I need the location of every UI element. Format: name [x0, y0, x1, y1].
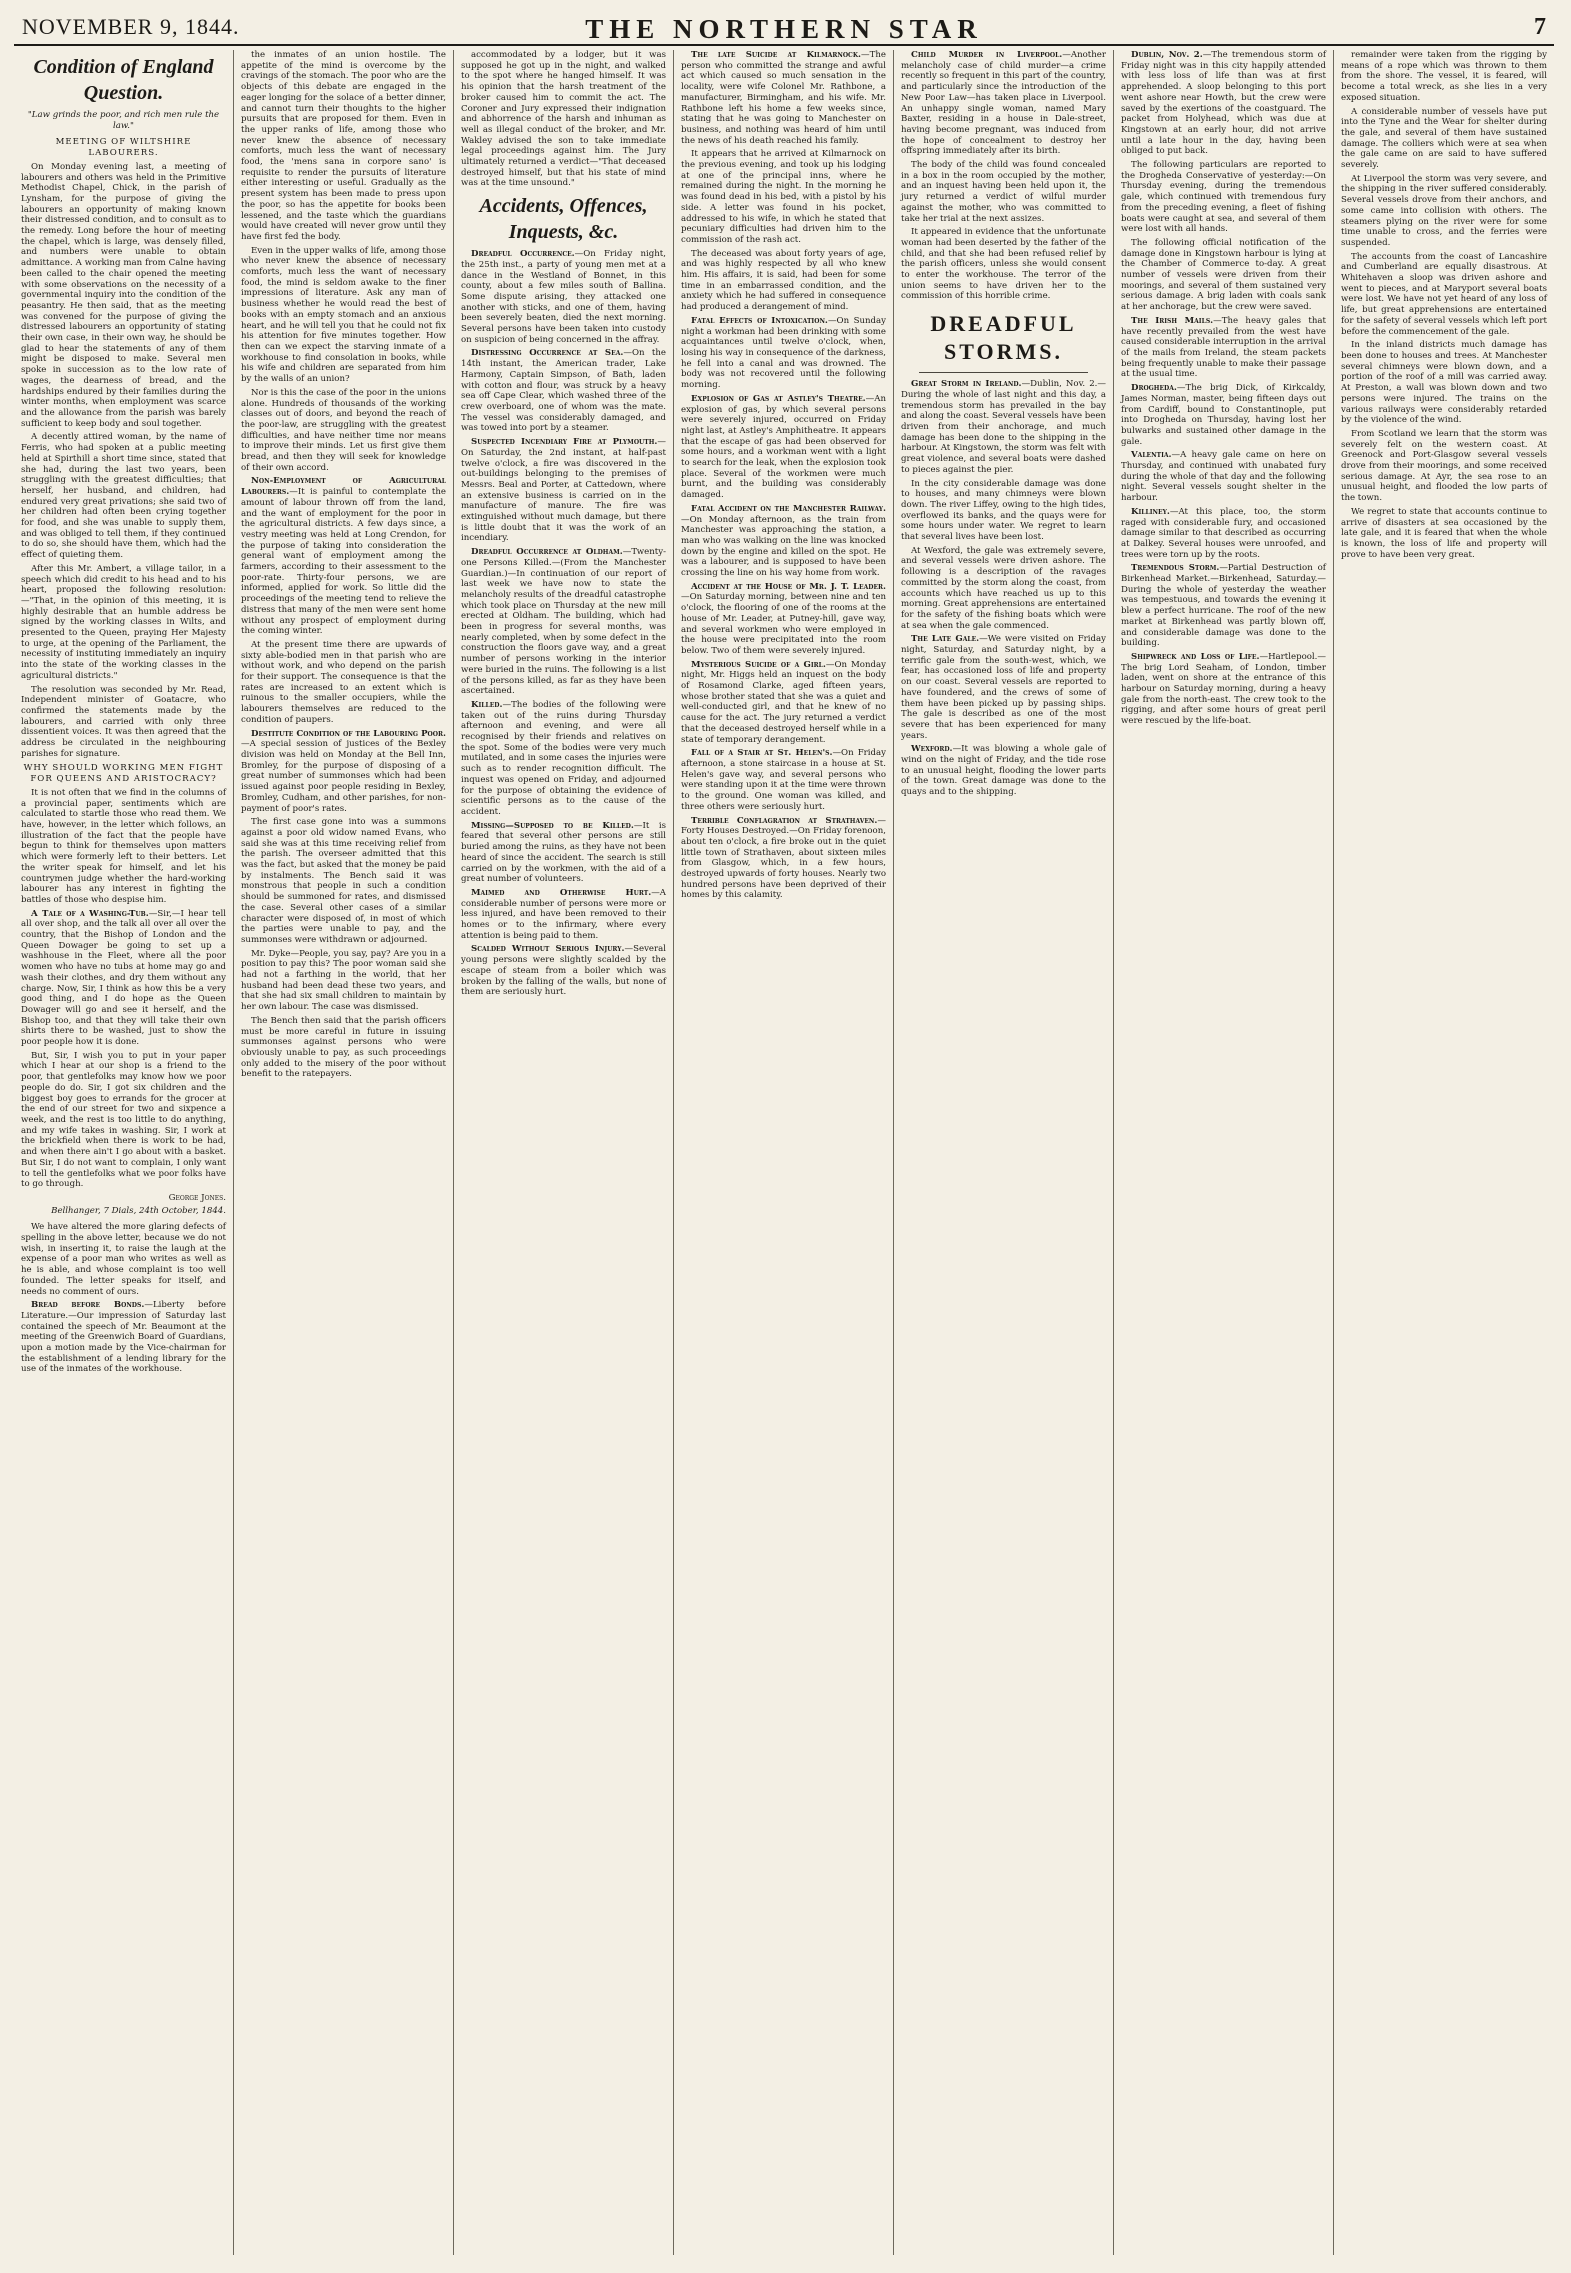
- section-heading: DREADFUL STORMS.: [930, 311, 1077, 365]
- article-paragraph: [901, 227, 1106, 302]
- paragraph-text: We regret to state that accounts continue to arrive of disasters at sea occasioned by the late gale, and it is feared that when the whole is known, the loss of life and property will prove to have been very great.: [1341, 506, 1547, 560]
- article-paragraph: [681, 316, 886, 391]
- article-paragraph: [241, 729, 446, 815]
- column-5: [894, 50, 1114, 2255]
- article-paragraph: [901, 160, 1106, 224]
- paragraph-text: —It was blowing a whole gale of wind on the night of Friday, and the tide rose to an unusual height, flooding the lower parts of the town. Great damage was done to the quays and to the shipping.: [901, 744, 1106, 798]
- paragraph-text: —A special session of justices of the Bexley division was held on Monday at the Bell Inn, Bromley, for the purpose of disposing of a great number of summonses which had been issued against poor people residing in Bexley, Bromley, Cudham, and other parishes, for non-payment of poor's rates.: [241, 739, 446, 814]
- article-paragraph: [901, 379, 1106, 475]
- article-paragraph: [1341, 174, 1547, 249]
- paragraph-text: The following particulars are reported to the Drogheda Conservative of yesterday:—On Thursday evening, during the tremendous gale, which continued with tremendous fury from the preceding evening, a fleet of fishing boats were caught at sea, and several of them were lost with all hands.: [1121, 160, 1326, 235]
- article-paragraph: [681, 50, 886, 146]
- paragraph-text: But, Sir, I wish you to put in your paper which I hear at our shop is a friend to the poor, that gentlefolks may know how we poor people do do. Sir, I got six children and the biggest boy goes to errands for the grocer at the end of our street for two and sixpence a week, and the rest is too little to do anything, and my wife takes in washing. Sir, I work at the brickfield when there is work to be had, and when there ain't I go about with a basket. But Sir, I do not want to complain, I only want to tell the gentlefolks what we poor folks have to go through.: [21, 1050, 226, 1190]
- paragraph-lead: Shipwreck and Loss of Life.: [1131, 651, 1260, 662]
- article-paragraph: [241, 640, 446, 726]
- paragraph-text: Even in the upper walks of life, among those who never knew the absence of necessary comforts, much less the want of necessary food, the mind is seldom awake to the finer impressions of literature. Ask any man of business whether he would read the best of books with an empty stomach and an anxious heart, and he will tell you that he could not fix his attention for five minutes together. How then can we expect the starving inmate of a workhouse to find consolation in books, while his wife and children are separated from him by the walls of an union?: [241, 245, 446, 385]
- letter-dateline: Bellhanger, 7 Dials, 24th October, 1844.: [51, 1205, 226, 1216]
- paragraph-lead: Bread before Bonds.: [31, 1300, 145, 1311]
- paragraph-lead: Dreadful Occurrence at Oldham.: [471, 547, 623, 558]
- article-paragraph: [1121, 563, 1326, 649]
- paragraph-text: —A heavy gale came on here on Thursday, and continued with unabated fury during the whole of that day and the following night. Several vessels sought shelter in the harbour.: [1121, 450, 1326, 504]
- paragraph-lead: The Late Gale.: [911, 634, 980, 645]
- paragraph-text: Nor is this the case of the poor in the unions alone. Hundreds of thousands of the working classes out of doors, and beyond the reach of the poor-law, are struggling with the greatest difficulties, and have neither time nor means to improve their minds. Let us first give them bread, and then they will seek for knowledge of their own accord.: [241, 387, 446, 473]
- paragraph-text: In the city considerable damage was done to houses, and many chimneys were blown down. The river Liffey, owing to the high tides, overflowed its banks, and the quays were for some hours under water. We regret to learn that several lives have been lost.: [901, 478, 1106, 543]
- paragraph-lead: The late Suicide at Kilmarnock.: [691, 50, 862, 60]
- column-7: [1334, 50, 1554, 2255]
- article-paragraph: [21, 1300, 226, 1375]
- paragraph-text: —The brig Dick, of Kirkcaldy, James Norman, master, being fifteen days out from Cardiff, bound to Constantinople, put into Drogheda on Thursday, having lost her bulwarks and sustained other damage in the gale.: [1121, 383, 1326, 447]
- paragraph-lead: Terrible Conflagration at Strathaven.: [691, 815, 878, 826]
- paragraph-text: It appears that he arrived at Kilmarnock on the previous evening, and took up his lodging at one of the principal inns, where he remained during the night. In the morning he was found dead in his bed, with a pistol by his side. A letter was found in his pocket, addressed to his wife, in which he stated that pecuniary difficulties had driven him to the commission of the rash act.: [681, 149, 886, 245]
- article-paragraph: [21, 788, 226, 906]
- paragraph-lead: Killed.: [471, 699, 503, 710]
- article-paragraph: [681, 504, 886, 579]
- paragraph-text: remainder were taken from the rigging by means of a rope which was thrown to them from the shore. The vessel, it is feared, will become a total wreck, as she lies in a very exposed situation.: [1341, 50, 1547, 103]
- paragraph-lead: Drogheda.: [1131, 383, 1177, 394]
- paragraph-text: On Monday evening last, a meeting of labourers and others was held in the Primitive Methodist Chapel, Chick, in the parish of Lynsham, for the purpose of giving the labourers an opportunity of making known their distressed condition, and to consult as to the remedy. Long before the hour of meeting the chapel, which is large, was densely filled, and numbers were unable to obtain admittance. A working man from Calne having been called to the chair opened the meeting with some observations on the necessity of a governmental inquiry into the condition of the peasantry. He then said, that as the meeting was convened for the purpose of giving the distressed labourers an opportunity of stating their own case, in their own way, he should be glad to hear the statements of any of them might be disposed to make. Several men spoke in succession as to the low rate of wages, the dearness of bread, and the hardships endured by their families during the winter months, when employment was scarce and the allowance from the parish was barely sufficient to keep body and soul together.: [21, 161, 226, 429]
- article-paragraph: [681, 582, 886, 657]
- paragraph-text: A decently attired woman, by the name of Ferris, who had spoken at a public meeting held at Spirthill a short time since, stated that she had, during the last two years, been struggling with the greatest difficulties; that herself, her husband, and children, had endured very great privations; she said two of her children had often been crying together for food, and she was unable to supply them, and was obliged to tell them, if they continued to do so, she should have them, which had the effect of quieting them.: [21, 432, 226, 561]
- paragraph-text: At Liverpool the storm was very severe, and the shipping in the river suffered considerably. Several vessels drove from their anchors, and some came into collision with others. The steamers plying on the river were for some time unable to cross, and the ferries were suspended.: [1341, 173, 1547, 248]
- article-paragraph: [241, 949, 446, 1013]
- article-paragraph: [241, 817, 446, 945]
- paragraph-lead: Suspected Incendiary Fire at Plymouth.: [471, 437, 658, 448]
- paragraph-lead: Child Murder in Liverpool.: [911, 50, 1063, 60]
- paragraph-text: The first case gone into was a summons against a poor old widow named Evans, who said she was at this time receiving relief from the parish. The overseer admitted that this was the fact, but asked that the money be paid by instalments. The Bench said it was monstrous that people in such a condition should be summoned for rates, and dismissed the case. Several other cases of a similar character were disposed of, in most of which the parties were unable to pay, and the summonses were withdrawn or adjourned.: [241, 817, 446, 945]
- article-paragraph: [901, 634, 1106, 741]
- paragraph-text: We have altered the more glaring defects of spelling in the above letter, because we do not wish, in inserting it, to raise the laugh at the expense of a poor man who writes as well as he is able, and whose complaint is too well founded. The letter speaks for itself, and needs no comment of ours.: [21, 1222, 226, 1297]
- article-paragraph: [681, 149, 886, 245]
- paragraph-text: It is not often that we find in the columns of a provincial paper, sentiments which are calculated to startle those who read them. We have, however, in the letter which follows, an illustration of the fact that the people have begun to think for themselves upon matters which were formerly left to their betters. Let the writer speak for himself, and let his countrymen judge whether the hard-working labourer has any interest in fighting the battles of those who despise him.: [21, 787, 226, 905]
- article-paragraph: [241, 50, 446, 243]
- paragraph-text: —On Sunday night a workman had been drinking with some acquaintances until twelve o'clock, when, losing his way in consequence of the darkness, he fell into a canal and was drowned. The body was not recovered until the following morning.: [681, 315, 887, 391]
- article-paragraph: [901, 546, 1106, 632]
- paragraph-text: —Liberty before Literature.—Our impression of Saturday last contained the speech of Mr. Beaumont at the meeting of the Greenwich Board of Guardians, upon a motion made by the Vice-chairman for the establishment of a lending library for the use of the inmates of the workhouse.: [21, 1300, 227, 1375]
- column-6: [1114, 50, 1334, 2255]
- article-paragraph: [241, 388, 446, 474]
- article-paragraph: [461, 348, 666, 434]
- article-paragraph: [1121, 160, 1326, 235]
- paragraph-lead: The Irish Mails.: [1131, 315, 1214, 326]
- article-paragraph: [681, 660, 886, 746]
- article-paragraph: [1341, 252, 1547, 338]
- paragraph-text: The resolution was seconded by Mr. Read, Independent minister of Goatacre, who confirmed the statements made by the labourers, and carried with only three dissentient voices. It was then agreed that the address be circulated in the neighbouring parishes for signature.: [21, 684, 226, 759]
- article-paragraph: [1121, 238, 1326, 313]
- paragraph-text: It appeared in evidence that the unfortunate woman had been deserted by the father of the child, and that she had been refused relief by the parish officers, unless she would consent to enter the workhouse. The terror of the union seems to have driven her to the commission of this horrible crime.: [901, 227, 1106, 302]
- paragraph-lead: Dreadful Occurrence.: [471, 249, 575, 260]
- article-paragraph: [1121, 50, 1326, 157]
- article-paragraph: [1121, 450, 1326, 504]
- paragraph-lead: Great Storm in Ireland.: [911, 379, 1022, 390]
- paragraph-text: —The tremendous storm of Friday night was in this city happily attended with less loss of life than was at first apprehended. A sloop belonging to this port went ashore near Howth, but the crew were saved by the exertions of the coastguard. The packet from Holyhead, which was due at Kingstown at an early hour, did not arrive until a late hour in the day, having been obliged to put back.: [1121, 50, 1327, 157]
- paragraph-lead: Distressing Occurrence at Sea.: [471, 348, 624, 359]
- article-paragraph: [1121, 383, 1326, 447]
- paragraph-text: —Several young persons were slightly scalded by the escape of steam from a boiler which was broken by the falling of the walls, but none of them are seriously hurt.: [461, 944, 666, 998]
- article-paragraph: [461, 700, 666, 818]
- paragraph-text: The body of the child was found concealed in a box in the room occupied by the mother, and an inquest having been held upon it, the jury returned a verdict of wilful murder against the mother, who was committed to take her trial at the next assizes.: [901, 160, 1106, 224]
- paragraph-text: —On Saturday morning, between nine and ten o'clock, the flooring of one of the rooms at the house of Mr. Leader, at Putney-hill, gave way, and several workmen who were employed in the house were precipitated into the room below. Two of them were severely injured.: [681, 592, 886, 656]
- paragraph-text: The accounts from the coast of Lancashire and Cumberland are equally disastrous. At Whitehaven a sloop was driven ashore and went to pieces, and at Maryport several boats were lost. We have not yet heard of any loss of life, but great apprehensions are entertained for the safety of several vessels which left port before the commencement of the gale.: [1341, 251, 1547, 337]
- article-paragraph: [461, 50, 666, 189]
- paragraph-lead: Killiney.: [1131, 506, 1170, 517]
- article-paragraph: [901, 479, 1106, 543]
- paragraph-text: —On Friday afternoon, a stone staircase in a house at St. Helen's gave way, and several persons who were standing upon it at the time were thrown to the ground. One woman was killed, and three others were seriously hurt.: [681, 748, 886, 812]
- article-paragraph: [241, 1016, 446, 1080]
- article-paragraph: [1341, 107, 1547, 171]
- article-title: WHY SHOULD WORKING MEN FIGHT FOR QUEENS AND ARISTOCRACY?: [23, 763, 224, 785]
- paragraph-text: —It is feared that several other persons are still buried among the ruins, as they have not been heard of since the accident. The search is still carried on by the workmen, with the aid of a great number of volunteers.: [461, 820, 666, 885]
- paragraph-lead: Valentia.: [1131, 450, 1172, 461]
- article-columns: [14, 50, 1554, 2255]
- paragraph-text: —At this place, too, the storm raged with considerable fury, and occasioned damage similar to that described as occurring at Dalkey. Several houses were unroofed, and trees were torn up by the roots.: [1121, 506, 1326, 560]
- article-paragraph: [21, 909, 226, 1048]
- article-paragraph: [1341, 50, 1547, 104]
- paragraph-text: From Scotland we learn that the storm was severely felt on the western coast. At Greenock and Port-Glasgow several vessels drove from their moorings, and some received serious damage. At Ayr, the sea rose to an unusual height, and flooded the low parts of the town.: [1341, 428, 1547, 504]
- paragraph-text: —The person who committed the strange and awful act which caused so much sensation in the locality, were wife Colonel Mr. Rathbone, a manufacturer, Birmingham, and his wife. Mr. Rathbone left his home a few weeks since, stating that he was going to Manchester on business, and nothing was heard of him until the news of his death reached his family.: [681, 50, 886, 146]
- page-number: 7: [1534, 14, 1546, 40]
- paragraph-text: After this Mr. Ambert, a village tailor, in a speech which did credit to his head and to his heart, proposed the following resolution:—"That, in the opinion of this meeting, it is highly desirable that an humble address be signed by the working classes in Wilts, and presented to the Queen, praying Her Majesty to urge, at the opening of the Parliament, the necessity of instituting immediately an inquiry into the state of the working classes in the agricultural districts.": [21, 563, 226, 681]
- article-paragraph: [461, 888, 666, 942]
- paragraph-text: —The bodies of the following were taken out of the ruins during Thursday afternoon and evening, and were all recognised by their friends and relatives on the spot. Some of the bodies were very much mutilated, and in some cases the injuries were such as to render recognition difficult. The inquest was opened on Friday, and adjourned for the purpose of obtaining the evidence of scientific persons as to the cause of the accident.: [461, 699, 666, 817]
- section-heading: Condition of England Question.: [33, 56, 214, 104]
- paragraph-lead: Explosion of Gas at Astley's Theatre.: [691, 393, 866, 404]
- paragraph-lead: Mysterious Suicide of a Girl.: [691, 659, 826, 670]
- article-paragraph: [1341, 429, 1547, 504]
- article-paragraph: [461, 547, 666, 697]
- article-paragraph: [681, 748, 886, 812]
- paragraph-lead: Non-Employment of Agricultural Labourers.: [241, 476, 446, 498]
- paragraph-text: —An explosion of gas, by which several persons were severely injured, occurred on Friday night last, at Astley's Amphitheatre. It appears that the escape of gas had been observed for some hours, and a workman went with a light to search for the leak, when the explosion took place. Several of the workmen were much burnt, and the building was considerably damaged.: [681, 393, 886, 501]
- article-paragraph: [1121, 316, 1326, 380]
- article-title: MEETING OF WILTSHIRE LABOURERS.: [55, 137, 192, 159]
- article-paragraph: [1341, 340, 1547, 426]
- paragraph-lead: Accident at the House of Mr. J. T. Leader.: [691, 581, 886, 592]
- column-2: [234, 50, 454, 2255]
- article-paragraph: [21, 432, 226, 560]
- paragraph-text: The Bench then said that the parish officers must be more careful in future in issuing summonses against persons who were obviously unable to pay, as such proceedings only added to the misery of the poor without benefit to the ratepayers.: [241, 1015, 446, 1080]
- article-paragraph: [1341, 507, 1547, 561]
- article-paragraph: [461, 249, 666, 345]
- article-paragraph: [901, 50, 1106, 157]
- paragraph-text: —On Monday afternoon, as the train from Manchester was approaching the station, a man who was walking on the line was knocked down by the engine and killed on the spot. He was a labourer, and is supposed to have been crossing the line on his way home from work.: [681, 514, 886, 579]
- article-paragraph: [21, 162, 226, 430]
- paragraph-text: —On Saturday, the 2nd instant, at half-past twelve o'clock, a fire was discovered in the out-buildings belonging to the premises of Messrs. Beal and Porter, at Cattedown, where an extensive business is carried on in the manufacture of manure. The fire was extinguished without much damage, but there is little doubt that it was the work of an incendiary.: [461, 437, 666, 544]
- article-paragraph: [1121, 652, 1326, 727]
- article-paragraph: [21, 685, 226, 760]
- issue-date: NOVEMBER 9, 1844.: [22, 14, 240, 39]
- article-paragraph: [21, 1222, 226, 1297]
- paragraph-text: In the inland districts much damage has been done to houses and trees. At Manchester several chimneys were blown down, and a portion of the roof of a mill was carried away. At Preston, a wall was blown down and two persons were injured. The trains on the various railways were considerably retarded by the violence of the wind.: [1341, 340, 1547, 426]
- article-paragraph: [681, 816, 886, 902]
- section-heading: Accidents, Offences, Inquests, &c.: [479, 195, 648, 244]
- paragraph-lead: Maimed and Otherwise Hurt.: [471, 887, 652, 898]
- newspaper-title: THE NORTHERN STAR: [585, 14, 983, 44]
- paragraph-text: —Dublin, Nov. 2.—During the whole of last night and this day, a tremendous storm has prevailed in the bay and along the coast. Several vessels have been driven from their anchorage, and much damage has been done to the shipping in the harbour. At Kingstown, the storm was felt with great violence, and several boats were dashed to pieces against the pier.: [901, 379, 1106, 475]
- paragraph-lead: Dublin, Nov. 2.: [1131, 50, 1203, 60]
- paragraph-text: —Partial Destruction of Birkenhead Market.—Birkenhead, Saturday.—During the whole of yesterday the weather was tempestuous, and towards the evening it blew a perfect hurricane. The roof of the new market at Birkenhead was partly blown off, and considerable damage was done to the building.: [1121, 563, 1326, 649]
- paragraph-lead: Fall of a Stair at St. Helen's.: [691, 748, 833, 759]
- article-paragraph: [21, 1051, 226, 1190]
- paragraph-text: —Sir,—I hear tell all over shop, and the talk all over all over the country, that the Bishop of London and the Queen Dowager be going to set up a washhouse in the Fleet, where all the poor women who have no tubs at home may go and wash their clothes, and dry them without any charge. Now, Sir, I think as how this be a very good thing, and I do hope as the Queen Dowager will go and see it herself, and the Bishop too, and that they will take their own shirts there to be washed, just to show the poor people how it is done.: [21, 908, 226, 1048]
- paragraph-lead: Fatal Effects of Intoxication.: [691, 315, 828, 326]
- article-paragraph: [241, 476, 446, 637]
- epigraph: "Law grinds the poor, and rich men rule the law.": [27, 110, 220, 131]
- paragraph-text: —Twenty-one Persons Killed.—(From the Manchester Guardian.)—In continuation of our report of last week we have now to state the melancholy results of the dreadful catastrophe which took place on Thursday at the new mill erected at Oldham. The building, which had been in progress for several months, was nearly completed, when by some defect in the construction the floors gave way, and a great number of persons working in the interior were buried in the ruins. The following is a list of the persons killed, as far as they have been ascertained.: [461, 547, 666, 697]
- paragraph-text: —A considerable number of persons were more or less injured, and have been removed to their homes or to the infirmary, where every attention is being paid to them.: [461, 887, 666, 941]
- article-paragraph: [681, 394, 886, 501]
- paragraph-text: A considerable number of vessels have put into the Tyne and the Wear for shelter during the gale, and several of them have sustained damage. The colliers which were at sea when the gale came on are said to have suffered severely.: [1341, 106, 1547, 171]
- article-paragraph: [241, 246, 446, 385]
- paragraph-text: At Wexford, the gale was extremely severe, and several vessels were driven ashore. The following is a description of the ravages committed by the storm along the coast, from accounts which have reached us up to this morning. Great apprehensions are entertained for the safety of the fishing boats which were at sea when the gale commenced.: [901, 545, 1106, 631]
- paragraph-text: —It is painful to contemplate the amount of labour thrown off from the land, and the want of employment for the poor in the agricultural districts. A few days since, a vestry meeting was held at Long Crendon, for the purpose of taking into consideration the general want of employment among the farmers, according to their assessment to the poor-rate. Thirty-four persons, we are informed, applied for work. So little did the proceedings of the meeting tend to relieve the distress that many of the men were sent home without any prospect of employment during the coming winter.: [241, 487, 446, 637]
- paragraph-text: —Forty Houses Destroyed.—On Friday forenoon, about ten o'clock, a fire broke out in the quiet little town of Strathaven, about sixteen miles from Glasgow, which, in a few hours, destroyed upwards of forty houses. Nearly two hundred persons have been deprived of their homes by this calamity.: [681, 815, 886, 901]
- article-paragraph: [21, 564, 226, 682]
- column-3: [454, 50, 674, 2255]
- paragraph-lead: Missing—Supposed to be Killed.: [471, 820, 634, 831]
- paragraph-lead: Tremendous Storm.: [1131, 563, 1220, 574]
- paragraph-text: —Another melancholy case of child murder—a crime recently so frequent in this part of the country, and particularly since the introduction of the New Poor Law—has taken place in Liverpool. An unhappy single woman, named Mary Baxter, residing in a house in Dale-street, having become pregnant, was induced from the hope of concealment to destroy her offspring immediately after its birth.: [901, 50, 1106, 157]
- article-paragraph: [461, 944, 666, 998]
- column-4: [674, 50, 894, 2255]
- paragraph-text: At the present time there are upwards of sixty able-bodied men in that parish who are without work, and who depend on the parish for their support. The consequence is that the rates are increased to an extent which is ruinous to the smaller occupiers, while the labourers themselves are reduced to the condition of paupers.: [241, 639, 446, 725]
- paragraph-lead: A Tale of a Washing-Tub.: [31, 908, 149, 919]
- article-paragraph: [461, 437, 666, 544]
- letter-signature: George Jones.: [168, 1192, 226, 1203]
- article-paragraph: [461, 821, 666, 885]
- paragraph-text: —On Monday night, Mr. Higgs held an inquest on the body of Rosamond Clarke, aged fifteen years, whose brother stated that she was a quiet and well-conducted girl, and that he knew of no cause for the act. The jury returned a verdict that the deceased destroyed herself while in a state of temporary derangement.: [681, 659, 886, 745]
- article-paragraph: [901, 744, 1106, 798]
- paragraph-text: accommodated by a lodger, but it was supposed he got up in the night, and walked to the spot where he hanged himself. It was his opinion that the harsh treatment of the broker caused him to commit the act. The Coroner and Jury expressed their indignation and abhorrence of the harsh and inhuman as well as illegal conduct of the broker, and Mr. Wakley advised the son to take immediate legal proceedings against him. The Jury ultimately returned a verdict—"That deceased destroyed himself, but that his state of mind was at the time unsound.": [461, 50, 666, 189]
- paragraph-lead: Fatal Accident on the Manchester Railway.: [691, 503, 886, 514]
- paragraph-text: The deceased was about forty years of age, and was highly respected by all who knew him. His affairs, it is said, had been for some time in an embarrassed condition, and the anxiety which he had suffered in consequence had produced a derangement of mind.: [681, 248, 886, 313]
- paragraph-lead: Wexford.: [911, 744, 953, 755]
- paragraph-text: —Hartlepool.—The brig Lord Seaham, of London, timber laden, went on shore at the entrance of this harbour on Saturday morning, during a heavy gale from the north-east. The crew took to the rigging, and after some hours of great peril were rescued by the life-boat.: [1121, 651, 1326, 727]
- column-1: [14, 50, 234, 2255]
- article-paragraph: [1121, 507, 1326, 561]
- paragraph-lead: Scalded Without Serious Injury.: [471, 944, 625, 955]
- paragraph-text: —On the 14th instant, the American trader, Lake Harmony, Captain Simpson, of Bath, laden with cotton and flour, was struck by a heavy sea off Cape Clear, which washed three of the crew overboard, one of whom was the mate. The vessel was considerably damaged, and was towed into port by a steamer.: [461, 348, 666, 434]
- paragraph-lead: Destitute Condition of the Labouring Poor.: [251, 728, 446, 739]
- divider-rule: [919, 372, 1088, 373]
- article-paragraph: [681, 249, 886, 313]
- paragraph-text: —We were visited on Friday night, Saturday, and Saturday night, by a terrific gale from the south-west, which, we fear, has occasioned loss of life and property on our coast. Several vessels are reported to have foundered, and the crews of some of them have been picked up by passing ships. The gale is described as one of the most severe that has been experienced for many years.: [901, 634, 1106, 741]
- paragraph-text: the inmates of an union hostile. The appetite of the mind is overcome by the cravings of the stomach. The poor who are the objects of this debate are engaged in the eager longing for the solace of a better dinner, and cannot turn their thoughts to the higher pursuits that are proposed for them. Even in the upper ranks of life, among those who never knew the absence of necessary comforts, much less the want of necessary food, the 'mens sana in corpore sano' is requisite to render the pursuits of literature either interesting or useful. Gradually as the present system has been made to press upon the poor, so has the appetite for books been lessened, and the taste which the guardians would have created will never grow until they have first fed the body.: [241, 50, 446, 242]
- masthead: [14, 8, 1554, 46]
- paragraph-text: The following official notification of the damage done in Kingstown harbour is lying at the Chamber of Commerce to-day. A great number of vessels were driven from their moorings, and several of them sustained very serious damage. A brig laden with coals sank at her anchorage, but the crew were saved.: [1121, 237, 1326, 313]
- paragraph-text: —On Friday night, the 25th inst., a party of young men met at a dance in the Westland of Bonnet, in this county, about a few miles south of Ballina. Some dispute arising, they attacked one another with sticks, and one of them, having been severely beaten, died the next morning. Several persons have been taken into custody on suspicion of being concerned in the affray.: [461, 249, 666, 345]
- paragraph-text: —The heavy gales that have recently prevailed from the west have caused considerable interruption in the arrival of the mails from Ireland, the steam packets being frequently unable to make their passage at the usual time.: [1121, 315, 1326, 380]
- paragraph-text: Mr. Dyke—People, you say, pay? Are you in a position to pay this? The poor woman said she had not a farthing in the world, that her husband had been dead these two years, and that she had six small children to maintain by her own labour. The case was dismissed.: [241, 948, 446, 1013]
